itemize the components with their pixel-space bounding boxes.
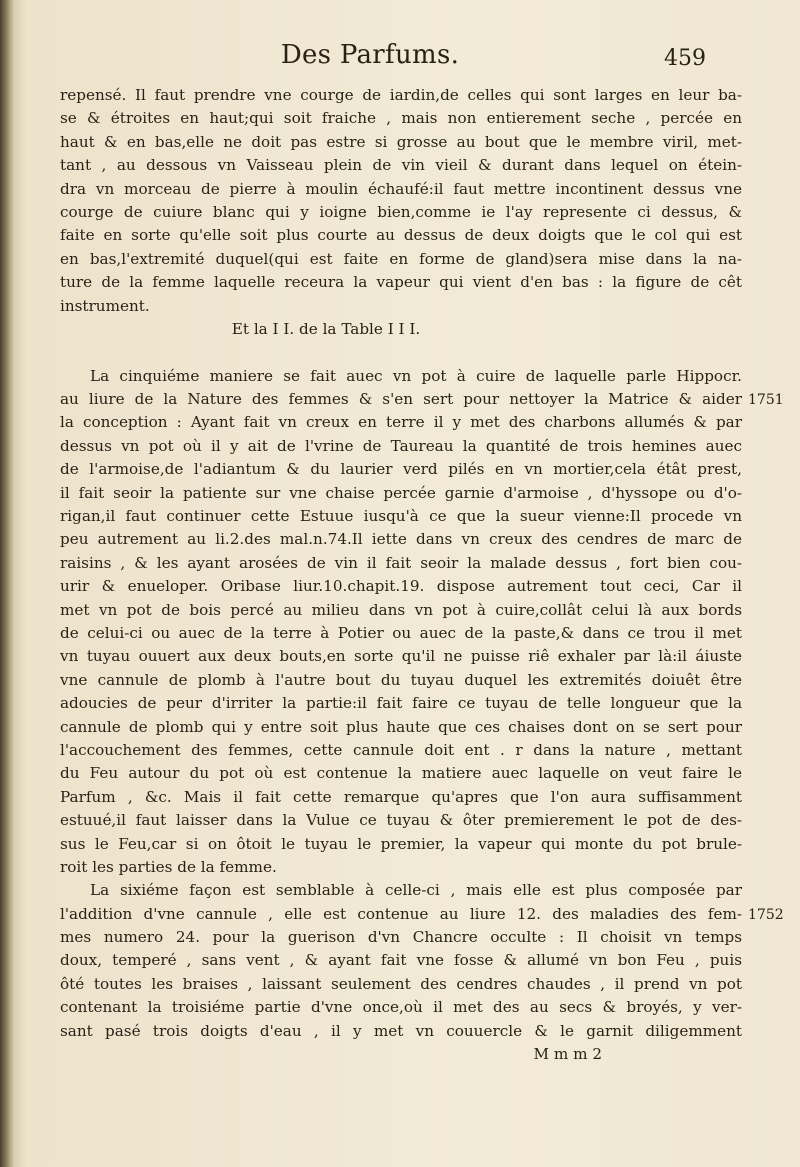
text-line: instrument. — [60, 296, 150, 315]
text-line: mes numero 24. pour la guerison d'vn Chancre occulte : Il choisit vn temps — [60, 928, 742, 947]
text-line: en bas,l'extremité duquel(qui est faite en forme de gland)sera mise dans la na- — [60, 249, 742, 268]
text-line: du Feu autour du pot où est contenue la matiere auec laquelle on veut faire le — [60, 764, 742, 783]
text-line — [60, 341, 742, 364]
text-line: repensé. Il faut prendre vne courge de iardin,de celles qui sont larges en leur ba- — [60, 86, 742, 104]
text-line: courge de cuiure blanc qui y ioigne bien,comme ie l'ay represente ci dessus, & — [60, 202, 742, 221]
text-line: haut & en bas,elle ne doit pas estre si grosse au bout que le membre viril, met- — [60, 132, 742, 151]
text-line: sus le Feu,car si on ôtoit le tuyau le premier, la vapeur qui monte du pot brule- — [60, 834, 742, 853]
text-line: vn tuyau ouuert aux deux bouts,en sorte qu'il ne puisse riê exhaler par là:il áiuste — [60, 647, 742, 666]
text-line: de celui-ci ou auec de la terre à Potier ou auec de la paste,& dans ce trou il met — [60, 623, 742, 642]
section-heading: Et la I I. de la Table I I I. — [231, 319, 421, 338]
text-line: La cinquiéme maniere se fait auec vn pot à cuire de laquelle parle Hippocr. — [90, 366, 742, 385]
text-line: adoucies de peur d'irriter la partie:il fait faire ce tuyau de telle longueur que la — [60, 694, 742, 713]
text-line: il fait seoir la patiente sur vne chaise percée garnie d'armoise , d'hyssope ou d'o- — [60, 483, 742, 502]
signature-mark: M m m 2 — [533, 1045, 602, 1064]
text-line: de l'armoise,de l'adiantum & du laurier verd pilés en vn mortier,cela étât prest, — [60, 460, 742, 479]
text-line: estuué,il faut laisser dans la Vulue ce tuyau & ôter premierement le pot de des- — [60, 811, 742, 830]
text-line: cannule de plomb qui y entre soit plus haute que ces chaises dont on se sert pour — [60, 717, 742, 736]
text-line: dessus vn pot où il y ait de l'vrine de Taureau la quantité de trois hemines auec — [60, 436, 742, 455]
text-line: la conception : Ayant fait vn creux en terre il y met des charbons allumés & par — [60, 413, 742, 432]
text-line: Parfum , &c. Mais il fait cette remarque qu'apres que l'on aura suffisamment — [60, 787, 742, 806]
text-line: l'accouchement des femmes, cette cannule doit ent . r dans la nature , mettant — [60, 740, 742, 759]
text-line: au liure de la Nature des femmes & s'en sert pour nettoyer la Matrice & aider — [60, 390, 742, 409]
text-line: tant , au dessous vn Vaisseau plein de vin vieil & durant dans lequel on étein- — [60, 156, 742, 175]
text-line: peu autrement au li.2.des mal.n.74.Il iette dans vn creux des cendres de marc de — [60, 530, 742, 549]
text-line: ture de la femme laquelle receura la vapeur qui vient d'en bas : la figure de cêt — [60, 273, 742, 292]
text-line: roit les parties de la femme. — [60, 857, 277, 876]
body-text — [60, 84, 742, 1066]
text-line: raisins , & les ayant arosées de vin il fait seoir la malade dessus , fort bien cou- — [60, 553, 742, 572]
text-line: faite en sorte qu'elle soit plus courte au dessus de deux doigts que le col qui est — [60, 226, 742, 245]
text-line: doux, temperé , sans vent , & ayant fait vne fosse & allumé vn bon Feu , puis — [60, 951, 742, 970]
text-line: urir & enueloper. Oribase liur.10.chapit.19. dispose autrement tout ceci, Car il — [60, 577, 742, 596]
text-line: l'addition d'vne cannule , elle est contenue au liure 12. des maladies des fem- — [60, 904, 742, 923]
text-line: dra vn morceau de pierre à moulin échaufé:il faut mettre incontinent dessus vne — [60, 179, 742, 198]
text-line: ôté toutes les braises , laissant seulement des cendres chaudes , il prend vn pot — [60, 974, 742, 993]
text-line: met vn pot de bois percé au milieu dans vn pot à cuire,collât celui là aux bords — [60, 600, 742, 619]
text-line: vne cannule de plomb à l'autre bout du tuyau duquel les extremités doiuêt être — [60, 670, 742, 689]
text-line: sant pasé trois doigts d'eau , il y met vn couuercle & le garnit diligemment — [60, 1021, 742, 1040]
page-number: 459 — [664, 46, 706, 71]
text-line: La sixiéme façon est semblable à celle-ci , mais elle est plus composée par — [90, 881, 742, 900]
margin-note: 1752 — [748, 907, 784, 923]
margin-note: 1751 — [748, 392, 784, 409]
text-line: se & étroites en haut;qui soit fraiche , mais non entierement seche , percée en — [60, 109, 742, 128]
running-header-title: Des Parfums. — [280, 40, 460, 70]
text-line: rigan,il faut continuer cette Estuue iusqu'à ce que la sueur vienne:Il procede vn — [60, 507, 742, 526]
text-line: contenant la troisiéme partie d'vne once,où il met des au secs & broyés, y ver- — [60, 998, 742, 1017]
